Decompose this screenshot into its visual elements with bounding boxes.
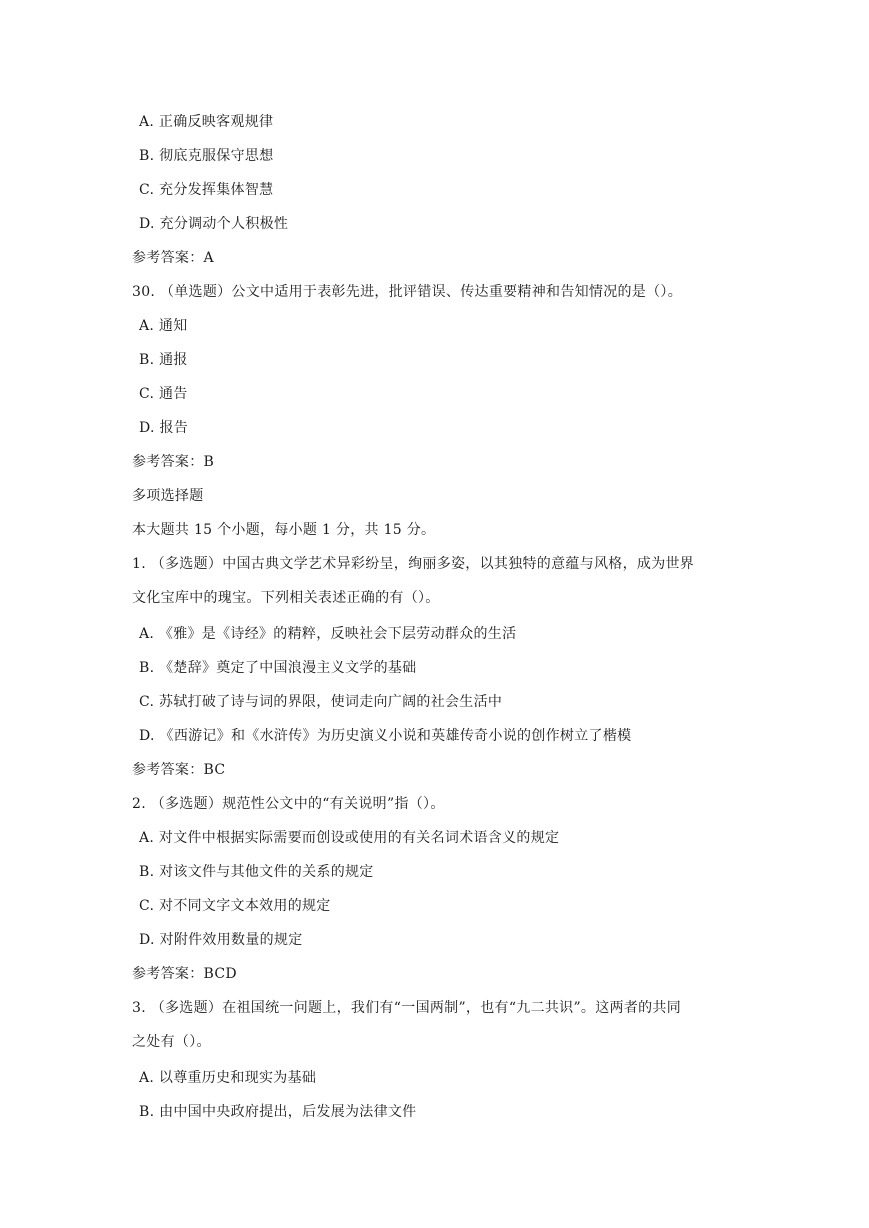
option-text: A. 正确反映客观规律 [139, 114, 274, 130]
option-text: D. 对附件效用数量的规定 [139, 932, 303, 948]
option-text: B. 《楚辞》奠定了中国浪漫主义文学的基础 [139, 660, 417, 676]
question-text-continued: 之处有（）。 [132, 1034, 211, 1050]
answer-text: 参考答案：A [132, 250, 214, 266]
option-text: D. 《西游记》和《水浒传》为历史演义小说和英雄传奇小说的创作树立了楷模 [139, 728, 632, 744]
answer-text: 参考答案：B [132, 454, 215, 470]
answer-text: 参考答案：BCD [132, 966, 237, 982]
option-text: C. 对不同文字文本效用的规定 [139, 898, 331, 914]
option-text: D. 充分调动个人积极性 [139, 216, 289, 232]
option-text: D. 报告 [139, 420, 189, 436]
question-text-continued: 文化宝库中的瑰宝。下列相关表述正确的有（）。 [132, 590, 440, 606]
option-text: B. 通报 [139, 352, 188, 368]
option-text: A. 《雅》是《诗经》的精粹，反映社会下层劳动群众的生活 [139, 626, 517, 642]
option-text: C. 充分发挥集体智慧 [139, 182, 274, 198]
option-text: A. 以尊重历史和现实为基础 [139, 1070, 317, 1086]
option-text: B. 彻底克服保守思想 [139, 148, 274, 164]
question-text: 3. （多选题）在祖国统一问题上，我们有“一国两制”，也有“九二共识”。这两者的共同 [132, 1000, 682, 1016]
option-text: C. 通告 [139, 386, 188, 402]
section-instructions: 本大题共 15 个小题，每小题 1 分，共 15 分。 [132, 522, 436, 538]
option-text: B. 由中国中央政府提出，后发展为法律文件 [139, 1104, 417, 1120]
section-heading: 多项选择题 [132, 488, 204, 504]
question-text: 30. （单选题）公文中适用于表彰先进，批评错误、传达重要精神和告知情况的是（）。 [132, 284, 683, 300]
option-text: C. 苏轼打破了诗与词的界限，使词走向广阔的社会生活中 [139, 694, 503, 710]
option-text: A. 对文件中根据实际需要而创设或使用的有关名词术语含义的规定 [139, 830, 560, 846]
question-text: 2. （多选题）规范性公文中的“有关说明”指（）。 [132, 796, 445, 812]
question-text: 1. （多选题）中国古典文学艺术异彩纷呈，绚丽多姿，以其独特的意蕴与风格，成为世界 [132, 556, 695, 572]
option-text: A. 通知 [139, 318, 188, 334]
answer-text: 参考答案：BC [132, 762, 226, 778]
option-text: B. 对该文件与其他文件的关系的规定 [139, 864, 374, 880]
